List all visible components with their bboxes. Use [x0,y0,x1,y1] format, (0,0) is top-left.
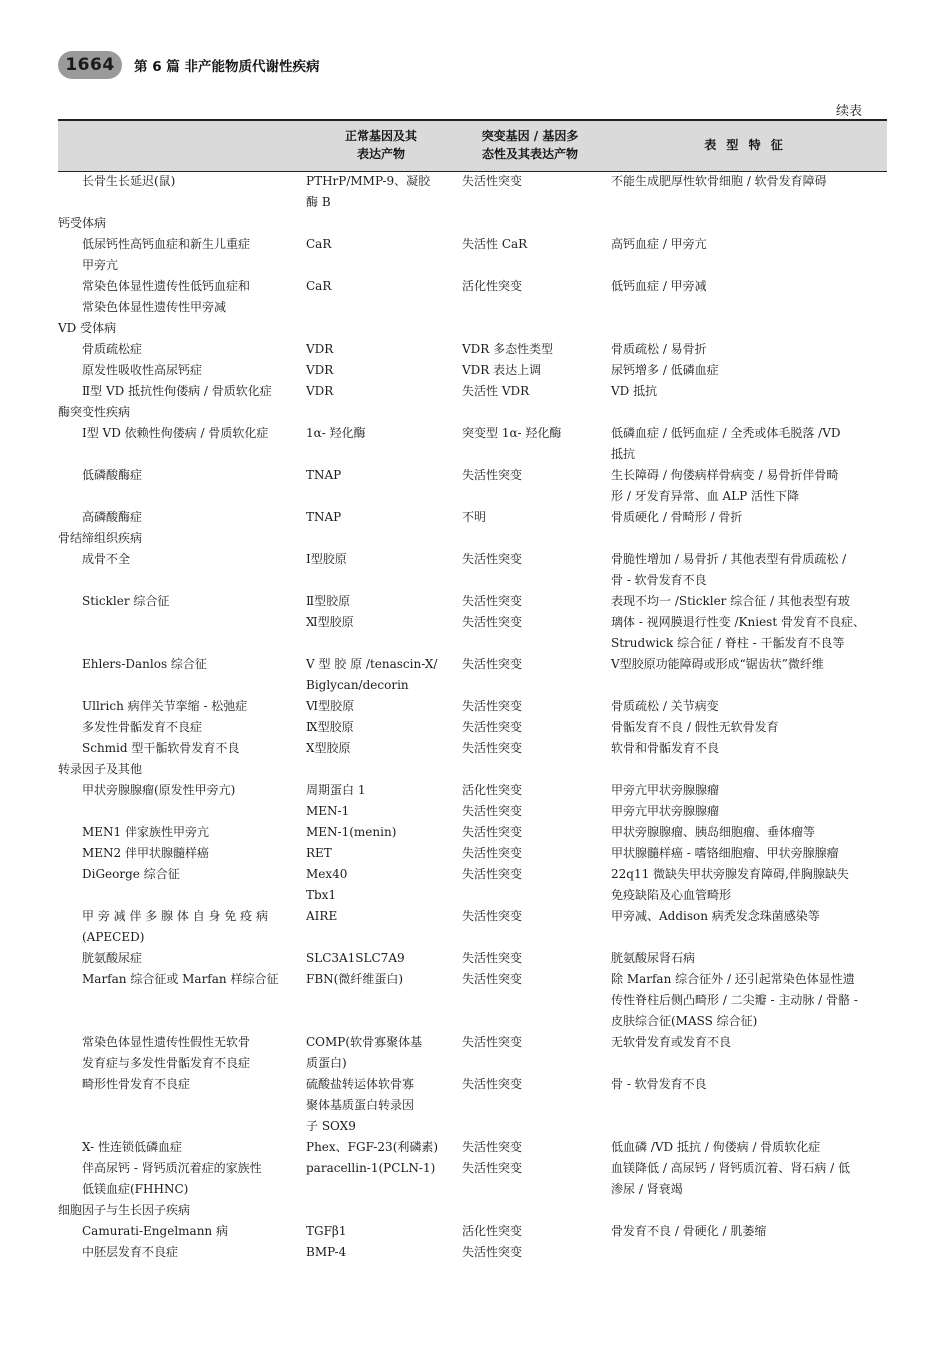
phenotype-cell: 不能生成肥厚性软骨细胞 / 软骨发育障碍 [611,174,827,188]
normal-gene-cell: 1α- 羟化酶 [306,426,366,440]
table-row [58,1221,887,1242]
disease-cell: 低尿钙性高钙血症和新生儿重症 甲旁亢 [82,237,251,272]
disease-cell: 高磷酸酶症 [82,510,143,524]
normal-gene-cell: FBN(微纤维蛋白) [306,972,404,986]
disease-cell: 中胚层发育不良症 [82,1245,179,1259]
table-row [58,1032,887,1074]
normal-gene-cell: Phex、FGF-23(利磷素) [306,1140,439,1154]
table-row [58,864,887,906]
disease-cell: 骨质疏松症 [82,342,143,356]
disease-cell: Ⅱ型 VD 抵抗性佝偻病 / 骨质软化症 [82,384,272,398]
table-row [58,717,887,738]
category-row [58,759,887,780]
mutant-gene-cell: 失活性突变 [462,552,523,566]
normal-gene-cell: VDR [306,342,334,356]
mutant-gene-cell: 失活性突变 [462,909,523,923]
column-header-phenotype: 表 型 特 征 [704,138,786,152]
mutant-gene-cell: VDR 多态性类型 [462,342,554,356]
mutant-gene-cell: 失活性突变 [462,1245,523,1259]
normal-gene-cell: 周期蛋白 1 MEN-1 [306,783,366,818]
table-row [58,843,887,864]
mutant-gene-cell: 失活性突变 [462,1140,523,1154]
table-row [58,549,887,591]
normal-gene-cell: paracellin-1(PCLN-1) [306,1161,436,1175]
normal-gene-cell: AIRE [306,909,338,923]
table-row [58,822,887,843]
table-row [58,1242,887,1263]
disease-cell: Stickler 综合征 [82,594,170,608]
normal-gene-cell: Ⅸ型胶原 [306,720,354,734]
normal-gene-cell: CaR [306,279,332,293]
normal-gene-cell: Ⅱ型胶原 Ⅺ型胶原 [306,594,354,629]
disease-cell: 胱氨酸尿症 [82,951,143,965]
mutant-gene-cell: 失活性 CaR [462,237,528,251]
normal-gene-cell: CaR [306,237,332,251]
category-row [58,1200,887,1221]
normal-gene-cell: TNAP [306,468,342,482]
normal-gene-cell: Mex40 Tbx1 [306,867,348,902]
mutant-gene-cell: 失活性突变 [462,846,523,860]
phenotype-cell: 骨 - 软骨发育不良 [611,1077,707,1091]
mutant-gene-cell: 失活性突变 [462,867,523,881]
table-row [58,738,887,759]
phenotype-cell: 无软骨发育或发育不良 [611,1035,732,1049]
disease-cell: 常染色体显性遗传性低钙血症和 常染色体显性遗传性甲旁减 [82,279,251,314]
normal-gene-cell: BMP-4 [306,1245,347,1259]
table-row [58,591,887,654]
normal-gene-cell: VDR [306,363,334,377]
column-header-mutant-gene: 突变基因 / 基因多 态性及其表达产物 [481,129,579,161]
table-row [58,360,887,381]
column-header-normal-gene: 正常基因及其 表达产物 [344,129,417,161]
table-row [58,381,887,402]
normal-gene-cell: VDR [306,384,334,398]
table-row [58,507,887,528]
phenotype-cell: 骨质疏松 / 关节病变 [611,699,719,713]
phenotype-cell: VD 抵抗 [611,384,658,398]
disease-cell: 长骨生长延迟(鼠) [82,174,176,188]
disease-cell: 常染色体显性遗传性假性无软骨 发育症与多发性骨骺发育不良症 [82,1035,251,1070]
mutant-gene-cell: 突变型 1α- 羟化酶 [462,426,562,440]
disease-cell: Schmid 型干骺软骨发育不良 [82,741,240,755]
normal-gene-cell: Ⅴ 型 胶 原 /tenascin-X/ Biglycan/decorin [306,657,438,692]
normal-gene-cell: 硫酸盐转运体软骨寡 聚体基质蛋白转录因 子 SOX9 [306,1077,415,1133]
normal-gene-cell: Ⅰ型胶原 [306,552,347,566]
category-row [58,402,887,423]
phenotype-cell: 甲状腺髓样癌 - 嗜铬细胞瘤、甲状旁腺腺瘤 [611,846,839,860]
table-row [58,171,887,213]
mutant-gene-cell: 失活性突变 [462,699,523,713]
mutant-gene-cell: 失活性突变 [462,1161,523,1175]
phenotype-cell: 低血磷 /VD 抵抗 / 佝偻病 / 骨质软化症 [611,1140,821,1154]
mutant-gene-cell: 活化性突变 [462,1224,523,1238]
phenotype-cell: 骨脆性增加 / 易骨折 / 其他表型有骨质疏松 / 骨 - 软骨发育不良 [611,552,847,587]
normal-gene-cell: TGFβ1 [306,1224,347,1238]
mutant-gene-cell: 失活性突变 [462,174,523,188]
category-label: 细胞因子与生长因子疾病 [58,1203,191,1217]
phenotype-cell: 骨发育不良 / 骨硬化 / 肌萎缩 [611,1224,767,1238]
mutant-gene-cell: 失活性突变 [462,741,523,755]
table-row [58,1158,887,1200]
table-header [58,119,887,172]
table-row [58,948,887,969]
table-row [58,696,887,717]
table-row [58,423,887,465]
phenotype-cell: 甲旁减、Addison 病秃发念珠菌感染等 [611,909,820,923]
disease-cell: Ehlers-Danlos 综合征 [82,657,207,671]
category-row [58,318,887,339]
phenotype-cell: 22q11 微缺失甲状旁腺发育障碍,伴胸腺缺失 免疫缺陷及心血管畸形 [611,867,849,902]
normal-gene-cell: TNAP [306,510,342,524]
normal-gene-cell: MEN-1(menin) [306,825,397,839]
table-row [58,906,887,948]
phenotype-cell: 软骨和骨骺发育不良 [611,741,720,755]
normal-gene-cell: Ⅹ型胶原 [306,741,351,755]
mutant-gene-cell: 失活性突变 [462,972,523,986]
normal-gene-cell: PTHrP/MMP-9、凝胶 酶 B [306,174,431,209]
table-row [58,276,887,318]
disease-cell: Ullrich 病伴关节挛缩 - 松弛症 [82,699,248,713]
category-label: VD 受体病 [58,321,117,335]
table-row [58,780,887,822]
phenotype-cell: 生长障碍 / 佝偻病样骨病变 / 易骨折伴骨畸 形 / 牙发育异常、血 ALP 活性下降 [611,468,839,503]
phenotype-cell: 尿钙增多 / 低磷血症 [611,363,719,377]
mutant-gene-cell: 活化性突变 失活性突变 [462,783,523,818]
section-title: 第 6 篇 非产能物质代谢性疾病 [134,59,320,75]
mutant-gene-cell: 活化性突变 [462,279,523,293]
category-label: 酶突变性疾病 [58,405,131,419]
normal-gene-cell: SLC3A1SLC7A9 [306,951,405,965]
mutant-gene-cell: 失活性突变 [462,825,523,839]
table-row [58,969,887,1032]
disease-cell: MEN1 伴家族性甲旁亢 [82,825,209,839]
table-body [58,171,887,1263]
disease-cell: Marfan 综合征或 Marfan 样综合征 [82,972,279,986]
phenotype-cell: 低磷血症 / 低钙血症 / 全秃或体毛脱落 /VD 抵抗 [611,426,841,461]
page-number: 1664 [58,51,122,79]
normal-gene-cell: COMP(软骨寡聚体基 质蛋白) [306,1035,423,1070]
disease-cell: X- 性连锁低磷血症 [82,1140,182,1154]
disease-cell: 甲 旁 减 伴 多 腺 体 自 身 免 疫 病 (APECED) [82,909,268,944]
phenotype-cell [611,1242,887,1263]
phenotype-cell: 骨质硬化 / 骨畸形 / 骨折 [611,510,743,524]
mutant-gene-cell: 失活性突变 [462,1077,523,1091]
disease-cell: 成骨不全 [82,552,131,566]
phenotype-cell: 骨骺发育不良 / 假性无软骨发育 [611,720,779,734]
table-row [58,1074,887,1137]
disease-cell: MEN2 伴甲状腺髓样癌 [82,846,209,860]
phenotype-cell: Ⅴ型胶原功能障碍或形成“锯齿状”微纤维 [611,657,824,671]
mutant-gene-cell: 失活性突变 [462,951,523,965]
mutant-gene-cell: 失活性 VDR [462,384,530,398]
mutant-gene-cell: 失活性突变 [462,657,523,671]
phenotype-cell: 表现不均一 /Stickler 综合征 / 其他表型有玻 璃体 - 视网膜退行性变 /Kniest 骨发育不良症、 Strudwick 综合征 / 脊柱 - 干骺发育不良等 [611,594,865,650]
mutant-gene-cell: VDR 表达上调 [462,363,542,377]
category-label: 骨结缔组织疾病 [58,531,143,545]
disease-cell: 原发性吸收性高尿钙症 [82,363,203,377]
table-row [58,1137,887,1158]
phenotype-cell: 血镁降低 / 高尿钙 / 肾钙质沉着、肾石病 / 低 渗尿 / 肾衰竭 [611,1161,851,1196]
disease-cell: 低磷酸酶症 [82,468,143,482]
table-row [58,654,887,696]
phenotype-cell: 甲状旁腺腺瘤、胰岛细胞瘤、垂体瘤等 [611,825,816,839]
phenotype-cell: 甲旁亢甲状旁腺腺瘤 甲旁亢甲状旁腺腺瘤 [611,783,720,818]
table-row [58,234,887,276]
normal-gene-cell: RET [306,846,332,860]
phenotype-cell: 胱氨酸尿肾石病 [611,951,696,965]
disease-cell: 伴高尿钙 - 肾钙质沉着症的家族性 低镁血症(FHHNC) [82,1161,262,1196]
mutant-gene-cell: 失活性突变 失活性突变 [462,594,523,629]
category-label: 钙受体病 [58,216,107,230]
disease-cell: 多发性骨骺发育不良症 [82,720,203,734]
mutant-gene-cell: 失活性突变 [462,468,523,482]
disease-cell: Ⅰ型 VD 依赖性佝偻病 / 骨质软化症 [82,426,269,440]
disease-cell: 畸形性骨发育不良症 [82,1077,191,1091]
mutant-gene-cell: 不明 [462,510,487,524]
disease-cell: Camurati-Engelmann 病 [82,1224,228,1238]
disease-cell: 甲状旁腺腺瘤(原发性甲旁亢) [82,783,236,797]
mutant-gene-cell: 失活性突变 [462,1035,523,1049]
phenotype-cell: 除 Marfan 综合征外 / 还引起常染色体显性遗 传性脊柱后侧凸畸形 / 二尖瓣 - 主动脉 / 骨骼 - 皮肤综合征(MASS 综合征) [611,972,858,1028]
phenotype-cell: 低钙血症 / 甲旁减 [611,279,707,293]
page-header [58,50,320,80]
normal-gene-cell: Ⅵ型胶原 [306,699,355,713]
phenotype-cell: 骨质疏松 / 易骨折 [611,342,707,356]
mutant-gene-cell: 失活性突变 [462,720,523,734]
disease-cell: DiGeorge 综合征 [82,867,180,881]
table-row [58,339,887,360]
table-row [58,465,887,507]
continuation-label: 续表 [835,104,862,119]
phenotype-cell: 高钙血症 / 甲旁亢 [611,237,707,251]
category-row [58,528,887,549]
category-label: 转录因子及其他 [58,762,143,776]
category-row [58,213,887,234]
